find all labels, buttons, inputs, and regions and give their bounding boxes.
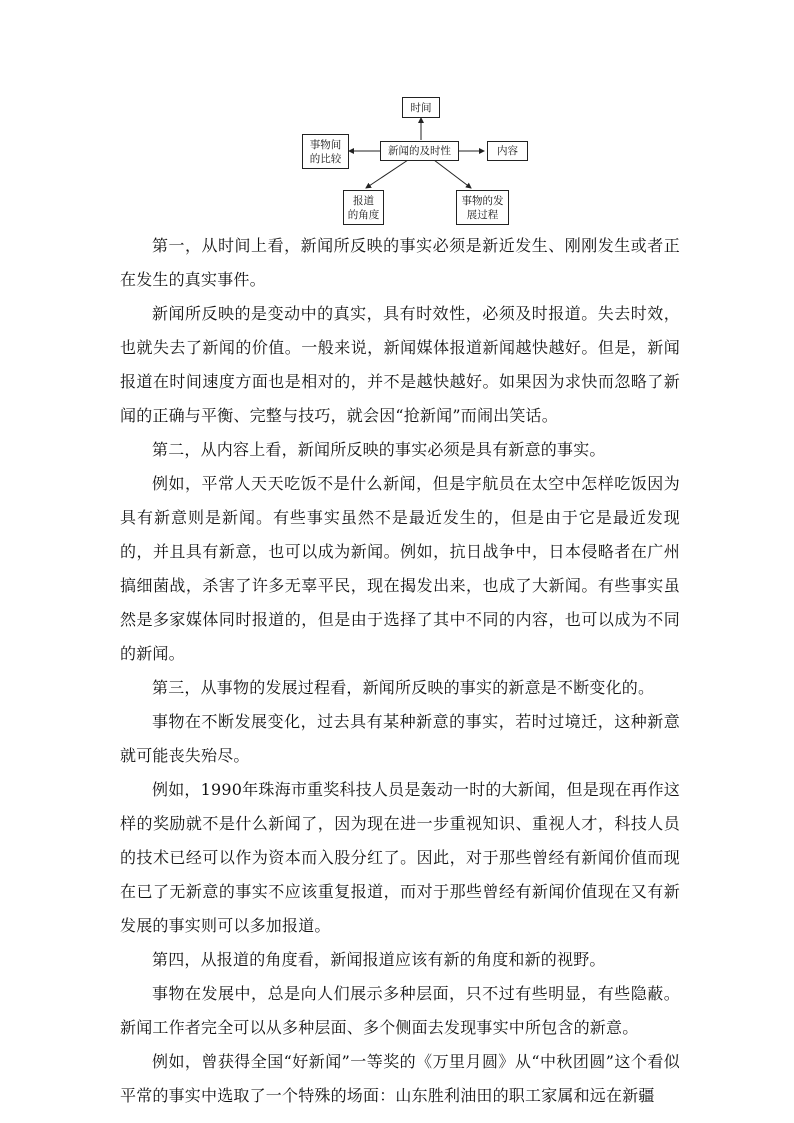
paragraph-5: 第三，从事物的发展过程看，新闻所反映的事实的新意是不断变化的。 (152, 678, 655, 697)
node-center: 新闻的及时性 (380, 141, 459, 161)
node-time: 时间 (402, 97, 440, 118)
paragraph-9: 事物在发展中，总是向人们展示多种层面，只不过有些明显，有些隐蔽。新闻工作者完全可以从多种层面、多个侧面去发现事实中所包含的新意。 (120, 984, 680, 1037)
document-body (120, 229, 680, 1113)
paragraph-3: 第二，从内容上看，新闻所反映的事实必须是具有新意的事实。 (152, 440, 606, 459)
paragraph-8: 第四，从报道的角度看，新闻报道应该有新的角度和新的视野。 (152, 950, 606, 969)
node-content: 内容 (487, 141, 528, 161)
arrow-to-process (434, 160, 471, 188)
paragraph-10: 例如，曾获得全国“好新闻”一等奖的《万里月圆》从“中秋团圆”这个看似平常的事实中选取了一个特殊的场面：山东胜利油田的职工家属和远在新疆 (120, 1052, 680, 1105)
node-angle: 报道 的角度 (343, 190, 384, 225)
paragraph-6: 事物在不断发展变化，过去具有某种新意的事实，若时过境迁，这种新意就可能丧失殆尽。 (120, 712, 680, 765)
paragraph-4: 例如，平常人天天吃饭不是什么新闻，但是宇航员在太空中怎样吃饭因为具有新意则是新闻。有些事实虽然不是最近发生的，但是由于它是最近发现的，并且具有新意，也可以成为新闻。例如，抗日战争中，日本侵略者在广州搞细菌战，杀害了许多无辜平民，现在揭发出来，也成了大新闻。有些事实虽然是多家媒体同时报道的，但是由于选择了其中不同的内容，也可以成为不同的新闻。 (120, 474, 680, 663)
concept-diagram (296, 94, 536, 228)
paragraph-7: 例如，1990年珠海市重奖科技人员是轰动一时的大新闻，但是现在再作这样的奖励就不是什么新闻了，因为现在进一步重视知识、重视人才，科技人员的技术已经可以作为资本而入股分红了。因此，对于那些曾经有新闻价值而现在已了无新意的事实不应该重复报道，而对于那些曾经有新闻价值现在又有新发展的事实则可以多加报道。 (120, 780, 680, 935)
paragraph-2: 新闻所反映的是变动中的真实，具有时效性，必须及时报道。失去时效，也就失去了新闻的价值。一般来说，新闻媒体报道新闻越快越好。但是，新闻报道在时间速度方面也是相对的，并不是越快越好。如果因为求快而忽略了新闻的正确与平衡、完整与技巧，就会因“抢新闻”而闹出笑话。 (120, 304, 680, 425)
arrow-to-angle (366, 160, 408, 188)
node-comparison: 事物间 的比较 (302, 134, 349, 169)
paragraph-1: 第一，从时间上看，新闻所反映的事实必须是新近发生、刚刚发生或者正在发生的真实事件。 (120, 236, 680, 289)
node-process: 事物的发 展过程 (456, 190, 509, 225)
